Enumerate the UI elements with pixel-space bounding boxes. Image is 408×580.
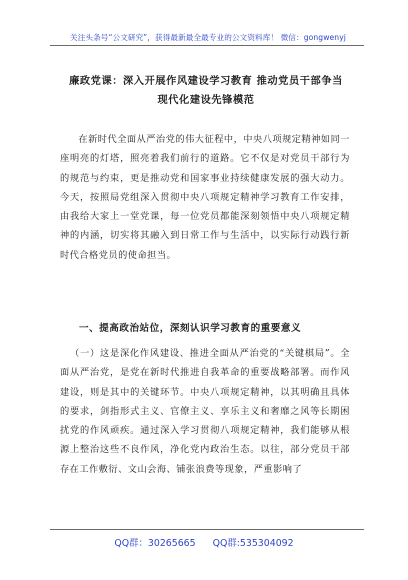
footer-qq-group-2: QQ群:535304092 (212, 538, 294, 549)
document-title-line1: 廉政党课：深入开展作风建设学习教育 推动党员干部争当 (69, 75, 343, 87)
body-paragraph: （一）这是深化作风建设、推进全面从严治党的“关键棋局”。全面从严治党，是党在新时代推进自我革命的重要战略部署。而作风建设，则是其中的关键环节。中央八项规定精神，以其明确且具体的要求，剑指形式主义、官僚主义、享乐主义和奢靡之风等长期困扰党的作风顽疾。通过深入学习贯彻八项规定精神，我们能够从根源上整治这些不良作风，净化党内政治生态。以往，部分党员干部存在工作敷衍、文山会海、铺张浪费等现象，严重影响了 (60, 348, 350, 475)
footer-qq-group-1: QQ群：30265665 (114, 538, 196, 549)
footer-divider (50, 529, 364, 530)
intro-paragraph: 在新时代全面从严治党的伟大征程中，中央八项规定精神如同一座明亮的灯塔，照亮着我们前行的道路。它不仅是对党员干部行为的规范与约束，更是推动党和国家事业持续健康发展的强大动力。今天，按照局党组深入贯彻中央八项规定精神学习教育工作安排，由我给大家上一堂党课，每一位党员都能深刻领悟中央八项规定精神的内涵，切实将其融入到日常工作与生活中，以实际行动践行新时代合格党员的使命担当。 (60, 134, 350, 261)
document-title-line2: 现代化建设先锋模范 (157, 94, 255, 106)
header-promo-text: 关注头条号“公文研究”，获得最新最全最专业的公文资料库！ 微信：gongwenyj (70, 33, 346, 42)
section-heading: 一、提高政治站位，深刻认识学习教育的重要意义 (79, 323, 302, 334)
header-divider (50, 45, 364, 46)
footer-contact (0, 535, 408, 549)
